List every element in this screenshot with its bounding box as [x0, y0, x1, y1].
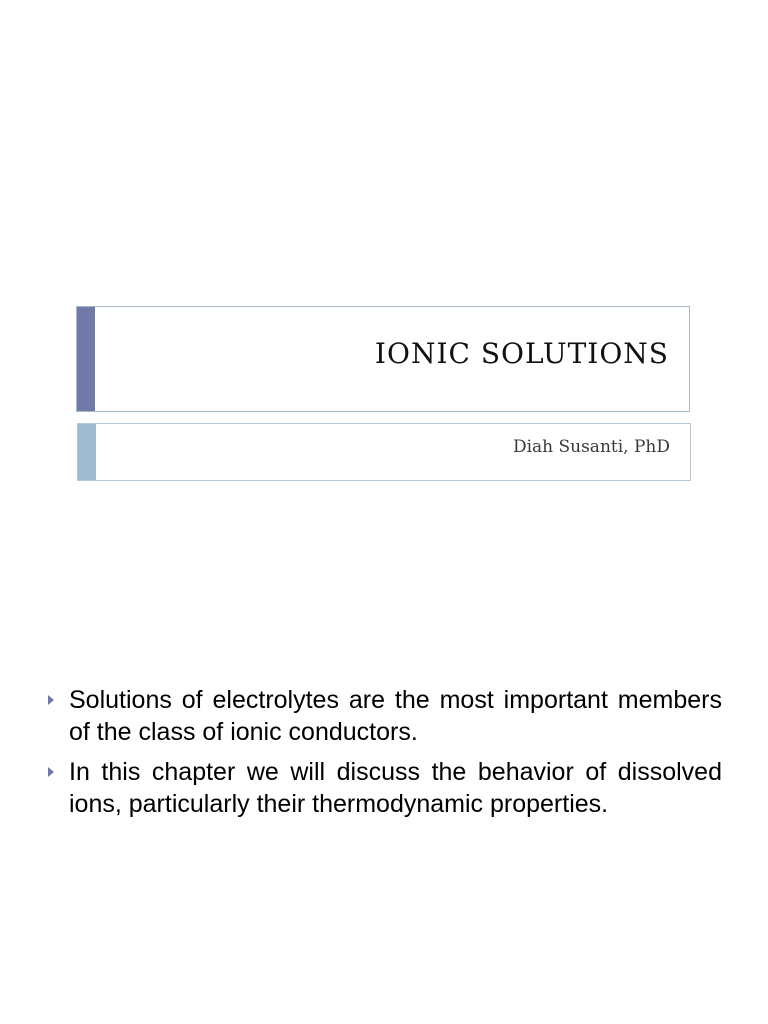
bullet-item — [46, 756, 722, 820]
slide-title: IONIC SOLUTIONS — [374, 337, 669, 370]
title-box — [76, 306, 690, 412]
bullet-text: In this chapter we will discuss the behavior of dissolved ions, particularly their thermodynamic properties. — [69, 758, 722, 818]
bullet-text: Solutions of electrolytes are the most important members of the class of ionic conductors. — [69, 686, 722, 746]
bullet-list — [46, 684, 722, 828]
triangle-bullet-icon — [48, 767, 54, 777]
subtitle-accent-bar — [78, 424, 96, 480]
bullet-item — [46, 684, 722, 748]
slide-subtitle: Diah Susanti, PhD — [512, 437, 670, 457]
triangle-bullet-icon — [48, 695, 54, 705]
title-accent-bar — [77, 307, 95, 411]
subtitle-box — [77, 423, 691, 481]
